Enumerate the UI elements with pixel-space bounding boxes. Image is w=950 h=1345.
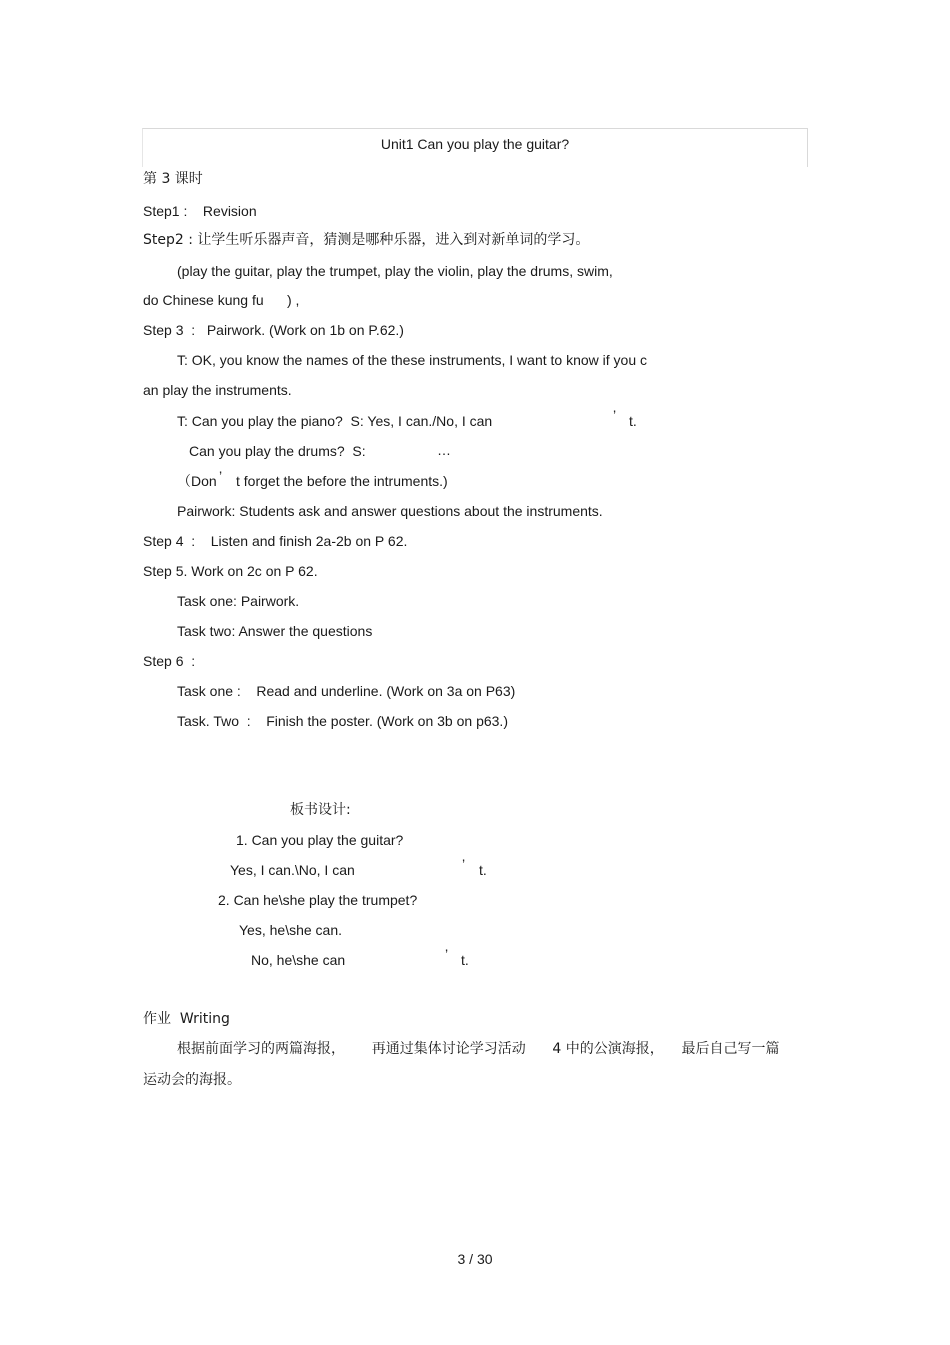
step6: Step 6 : [143, 653, 196, 669]
board-answer-1-end: t. [479, 862, 487, 878]
step6-task1: Task one : Read and underline. (Work on 3a on P63) [177, 683, 516, 699]
step6-task2: Task. Two : Finish the poster. (Work on 3b on p63.) [177, 713, 508, 729]
step4: Step 4 : Listen and finish 2a-2b on P 62. [143, 533, 408, 549]
title-box [142, 128, 808, 167]
step1: Step1 : Revision [143, 203, 257, 219]
step3-note-end: t forget the before the intruments.) [236, 473, 448, 489]
page-number: 3 / 30 [457, 1251, 493, 1267]
step3-note: （Don [177, 473, 217, 489]
step3: Step 3 : Pairwork. (Work on 1b on P.62.) [143, 322, 404, 338]
step2: Step2 : 让学生听乐器声音，猜测是哪种乐器，进入到对新单词的学习。 [143, 232, 590, 248]
board-answer-1: Yes, I can.\No, I can [230, 862, 355, 878]
board-answer-2-no: No, he\she can [251, 952, 346, 968]
homework-text-line2: 运动会的海报。 [143, 1072, 241, 1088]
step3-dialogue-1-end: t. [629, 413, 637, 429]
apostrophe-mark: ’ [462, 856, 466, 872]
page-title: Unit1 Can you play the guitar? [380, 136, 570, 152]
step3-teacher-line1: T: OK, you know the names of the these instruments, I want to know if you c [177, 352, 648, 368]
apostrophe-mark: ’ [219, 468, 223, 484]
step5: Step 5. Work on 2c on P 62. [143, 563, 318, 579]
apostrophe-mark: ’ [445, 946, 449, 962]
step5-task2: Task two: Answer the questions [177, 623, 373, 639]
board-question-1: 1. Can you play the guitar? [236, 832, 404, 848]
board-answer-2-yes: Yes, he\she can. [239, 922, 343, 938]
step3-dialogue-1: T: Can you play the piano? S: Yes, I can./No, I can [177, 413, 493, 429]
step3-dialogue-2: Can you play the drums? S: [189, 443, 366, 459]
homework-label: 作业 Writing [143, 1011, 230, 1027]
step5-task1: Task one: Pairwork. [177, 593, 300, 609]
homework-text-line1: 根据前面学习的两篇海报， 再通过集体讨论学习活动 4 中的公演海报， 最后自己写一篇 [177, 1041, 780, 1057]
step2-items-line1: (play the guitar, play the trumpet, play the violin, play the drums, swim, [177, 263, 613, 279]
step2-items-line2: do Chinese kung fu ) , [143, 292, 300, 308]
board-answer-2-no-end: t. [461, 952, 469, 968]
step3-teacher-line2: an play the instruments. [143, 382, 292, 398]
board-question-2: 2. Can he\she play the trumpet? [218, 892, 418, 908]
step3-dialogue-2-dots: … [437, 442, 451, 458]
apostrophe-mark: ’ [613, 407, 617, 423]
step3-pairwork: Pairwork: Students ask and answer questions about the instruments. [177, 503, 603, 519]
board-heading: 板书设计: [290, 802, 351, 818]
lesson-period: 第 3 课时 [143, 171, 203, 187]
